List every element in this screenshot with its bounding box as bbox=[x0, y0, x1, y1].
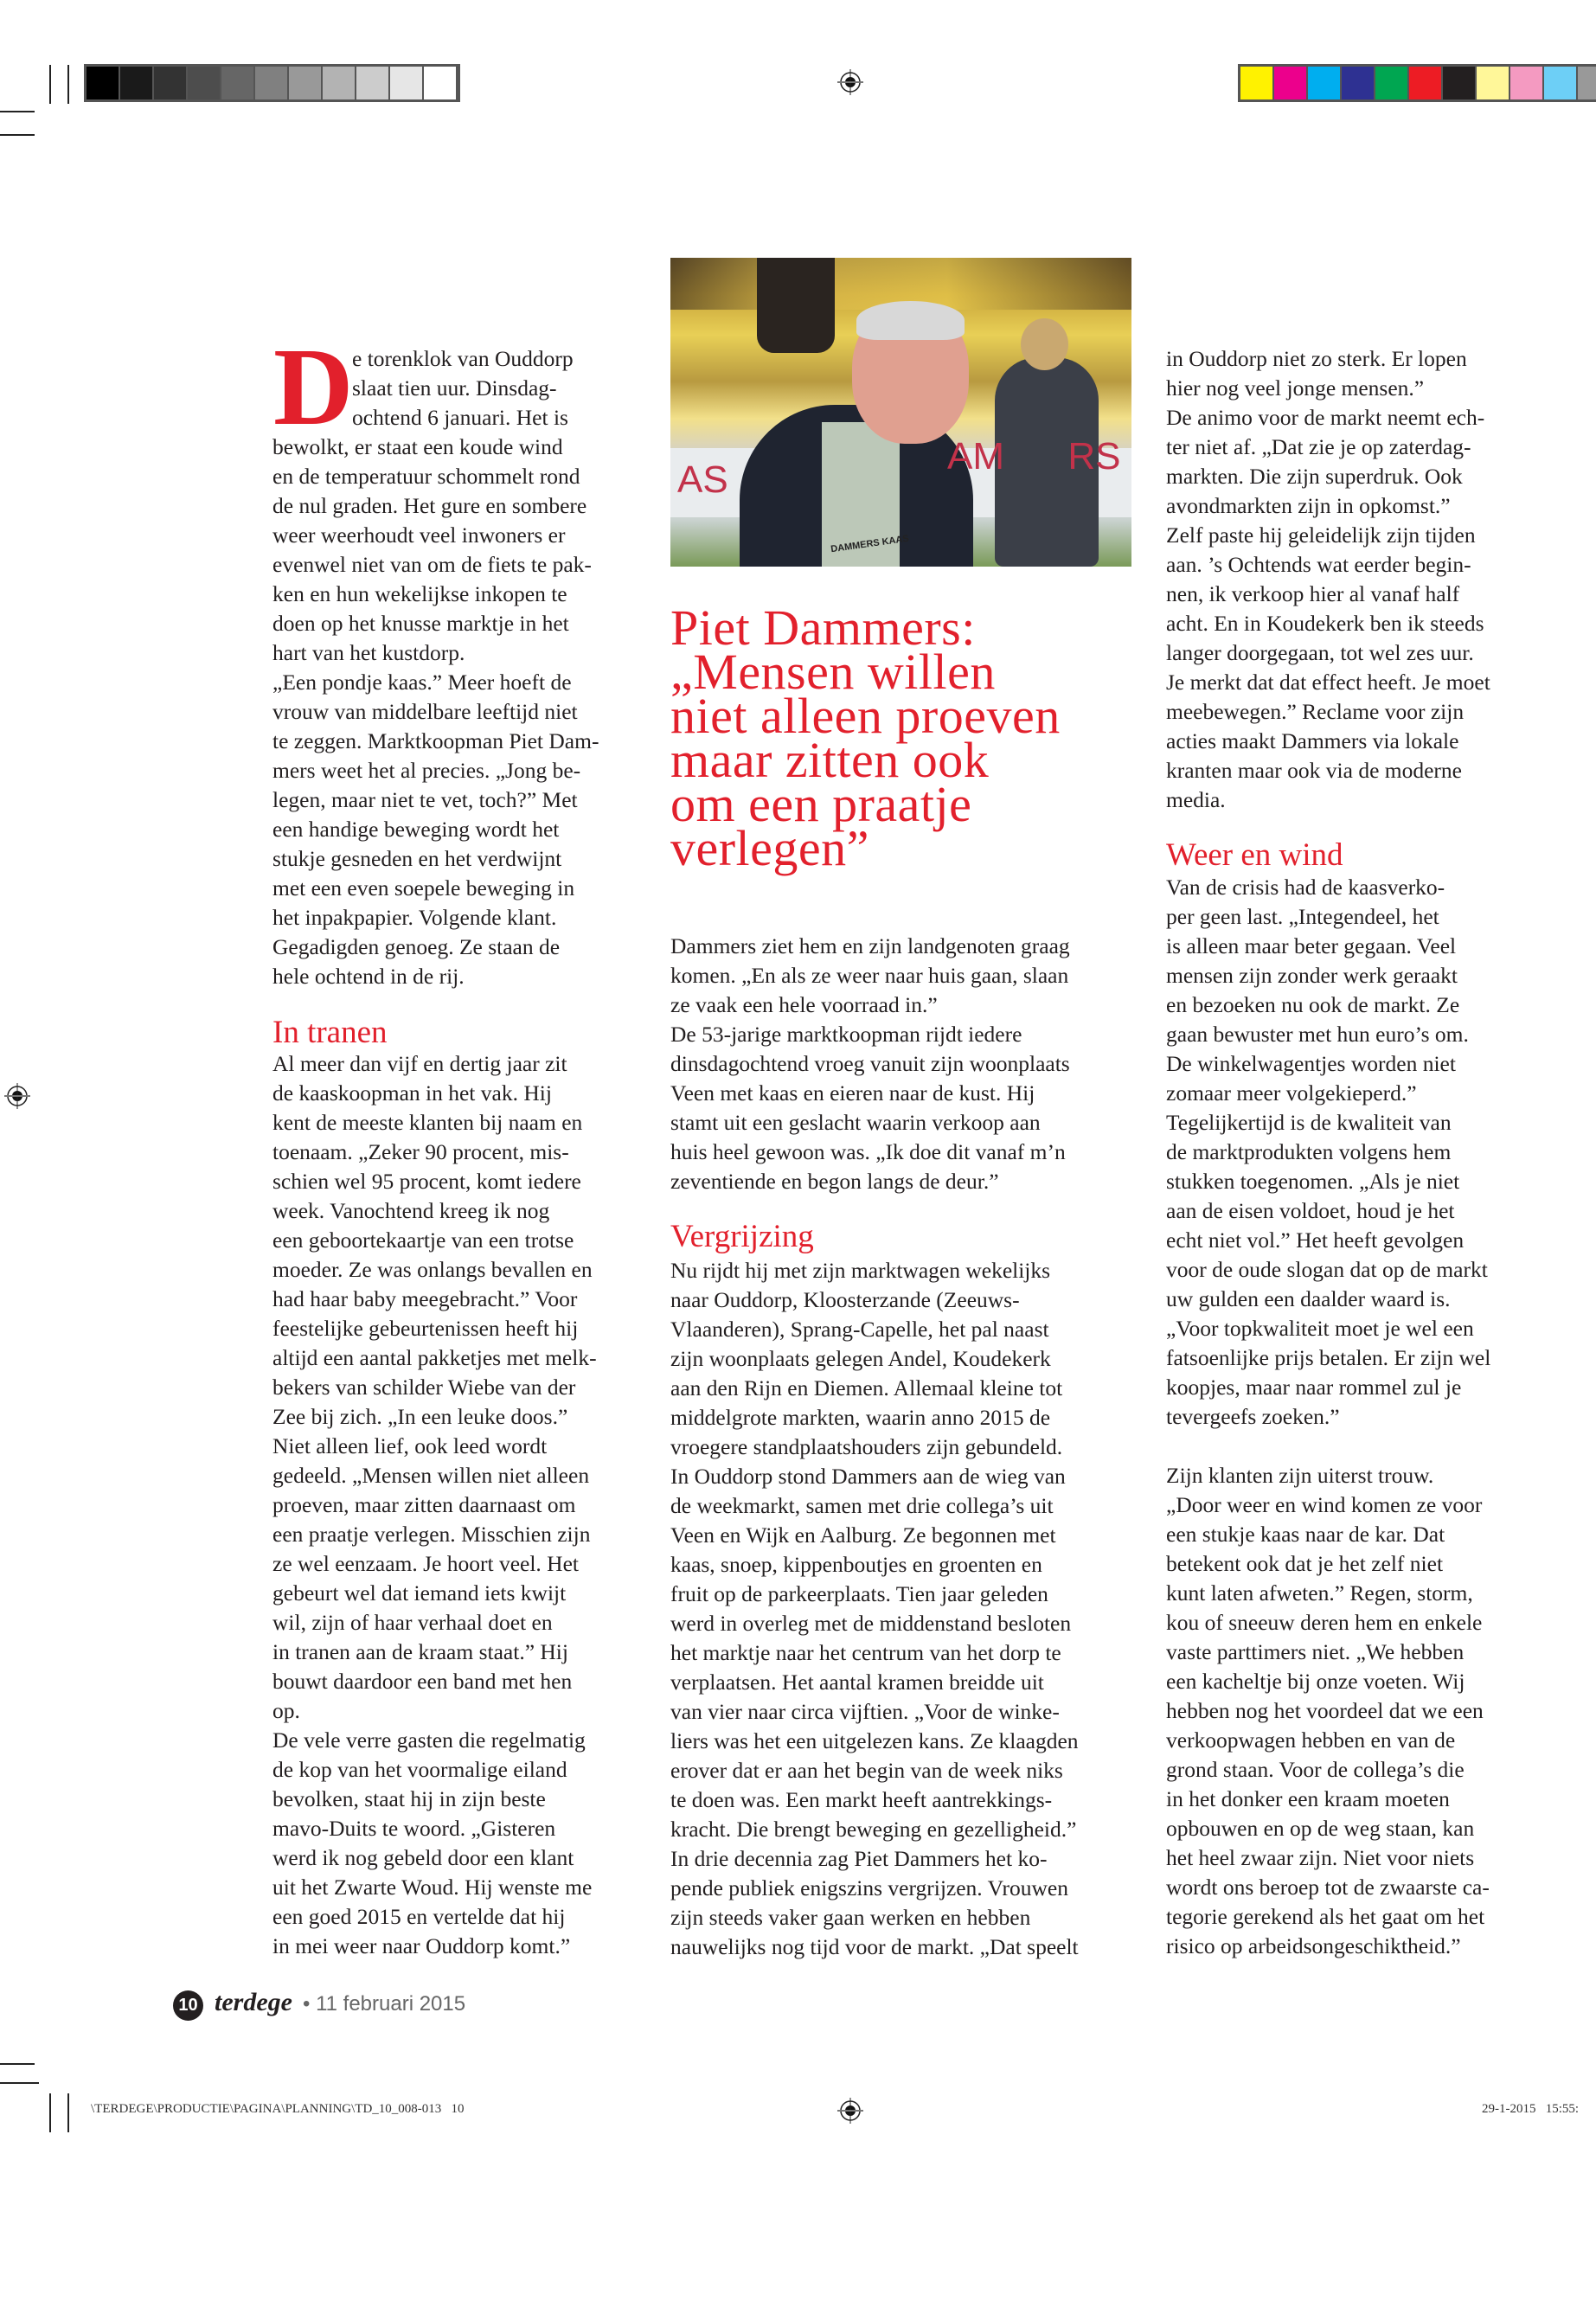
text-line: gebeurt wel dat iemand iets kwijt bbox=[272, 1580, 567, 1606]
text-line: wil, zijn of haar verhaal doet en bbox=[272, 1610, 553, 1635]
cmyk-color-bar bbox=[1238, 64, 1596, 102]
color-swatch bbox=[1578, 67, 1596, 99]
color-swatch bbox=[1342, 67, 1375, 99]
text-line: het marktje naar het centrum van het dorp te bbox=[670, 1640, 1061, 1665]
text-line: de weekmarkt, samen met drie collega’s uit bbox=[670, 1493, 1054, 1518]
text-line: erover dat er aan het begin van de week niks bbox=[670, 1758, 1063, 1783]
text-line: stamt uit een geslacht waarin verkoop aan bbox=[670, 1110, 1041, 1135]
text-line: fruit op de parkeerplaats. Tien jaar geleden bbox=[670, 1581, 1048, 1606]
text-line: langer doorgegaan, tot wel zes uur. bbox=[1166, 640, 1474, 665]
body-text bbox=[1166, 873, 1529, 1432]
text-line: een kacheltje bij onze voeten. Wij bbox=[1166, 1669, 1465, 1694]
page-number: 10 bbox=[173, 1990, 203, 2021]
slug-file-path: \TERDEGE\PRODUCTIE\PAGINA\PLANNING\TD_10_008-013 10 bbox=[91, 2102, 465, 2116]
text-line: de kaaskoopman in het vak. Hij bbox=[272, 1080, 552, 1106]
crop-mark bbox=[0, 111, 35, 112]
text-line: zeventiende en begon langs de deur.” bbox=[670, 1169, 999, 1194]
text-line: aan den Rijn en Diemen. Allemaal kleine tot bbox=[670, 1375, 1063, 1400]
text-line: vrouw van middelbare leeftijd niet bbox=[272, 699, 578, 724]
drop-cap: D bbox=[273, 325, 354, 448]
text-line: dinsdagochtend vroeg vanuit zijn woonplaats bbox=[670, 1051, 1070, 1076]
text-line: en bezoeken nu ook de markt. Ze bbox=[1166, 992, 1460, 1017]
text-line: zijn steeds vaker gaan werken en hebben bbox=[670, 1905, 1031, 1930]
registration-mark-icon bbox=[837, 69, 863, 95]
text-line: zomaar meer volgekieperd.” bbox=[1166, 1080, 1417, 1106]
text-line: een handige beweging wordt het bbox=[272, 817, 560, 842]
photo-sign: AS bbox=[677, 458, 728, 501]
text-line: het heel zwaar zijn. Niet voor niets bbox=[1166, 1845, 1475, 1870]
color-swatch bbox=[1308, 67, 1342, 99]
text-line: om een praatje bbox=[670, 776, 972, 832]
color-swatch bbox=[289, 67, 323, 99]
color-swatch bbox=[1443, 67, 1477, 99]
subheading-vergrijzing: Vergrijzing bbox=[670, 1219, 814, 1254]
text-line: proeven, maar zitten daarnaast om bbox=[272, 1492, 576, 1517]
text-line: In drie decennia zag Piet Dammers het ko- bbox=[670, 1846, 1048, 1871]
text-line: acht. En in Koudekerk ben ik steeds bbox=[1166, 611, 1484, 636]
text-line: ze vaak een hele voorraad in.” bbox=[670, 992, 938, 1017]
text-line: werd in overleg met de middenstand besloten bbox=[670, 1611, 1072, 1636]
color-swatch bbox=[120, 67, 154, 99]
text-line: Zijn klanten zijn uiterst trouw. bbox=[1166, 1463, 1434, 1488]
text-line: stukken toegenomen. „Als je niet bbox=[1166, 1169, 1460, 1194]
text-line: doen op het knusse marktje in het bbox=[272, 611, 569, 636]
text-line: te doen was. Een markt heeft aantrekkings- bbox=[670, 1787, 1053, 1812]
text-line: per geen last. „Integendeel, het bbox=[1166, 904, 1439, 929]
crop-mark bbox=[67, 65, 69, 104]
text-line: een praatje verlegen. Misschien zijn bbox=[272, 1522, 591, 1547]
color-swatch bbox=[1477, 67, 1510, 99]
text-line: gaan bewuster met hun euro’s om. bbox=[1166, 1022, 1469, 1047]
text-line: bekers van schilder Wiebe van der bbox=[272, 1375, 576, 1400]
text-line: koopjes, maar naar rommel zul je bbox=[1166, 1375, 1462, 1400]
color-swatch bbox=[154, 67, 188, 99]
text-line: een geboortekaartje van een trotse bbox=[272, 1227, 574, 1253]
text-line: fatsoenlijke prijs betalen. Er zijn wel bbox=[1166, 1345, 1491, 1370]
text-line: een stukje kaas naar de kar. Dat bbox=[1166, 1522, 1445, 1547]
apron-label: DAMMERS KAAS bbox=[830, 533, 910, 555]
text-line: verkoopwagen hebben en van de bbox=[1166, 1727, 1456, 1753]
text-line: bevolken, staat hij in zijn beste bbox=[272, 1786, 546, 1811]
text-line: weer weerhoudt veel inwoners er bbox=[272, 522, 566, 548]
text-line: altijd een aantal pakketjes met melk- bbox=[272, 1345, 597, 1370]
text-line: Vlaanderen), Sprang-Capelle, het pal naast bbox=[670, 1317, 1049, 1342]
text-line: werd ik nog gebeld door een klant bbox=[272, 1845, 574, 1870]
crop-mark bbox=[0, 2082, 39, 2084]
text-line: mensen zijn zonder werk geraakt bbox=[1166, 963, 1458, 988]
intro-paragraph bbox=[272, 344, 636, 991]
text-line: een goed 2015 en vertelde dat hij bbox=[272, 1904, 566, 1929]
text-line: „Voor topkwaliteit moet je wel een bbox=[1166, 1316, 1474, 1341]
text-line: Al meer dan vijf en dertig jaar zit bbox=[272, 1051, 567, 1076]
text-line: pende publiek enigszins vergrijzen. Vrouwen bbox=[670, 1875, 1068, 1900]
text-line: voor de oude slogan dat op de markt bbox=[1166, 1257, 1488, 1282]
text-line: betekent ook dat je het zelf niet bbox=[1166, 1551, 1444, 1576]
text-line: stukje gesneden en het verdwijnt bbox=[272, 846, 562, 871]
color-swatch bbox=[424, 67, 458, 99]
text-line: kou of sneeuw deren hem en enkele bbox=[1166, 1610, 1483, 1635]
text-line: ter niet af. „Dat zie je op zaterdag- bbox=[1166, 434, 1471, 459]
text-line: is alleen maar beter gegaan. Veel bbox=[1166, 933, 1457, 958]
text-line: gedeeld. „Mensen willen niet alleen bbox=[272, 1463, 590, 1488]
color-swatch bbox=[1240, 67, 1274, 99]
text-line: legen, maar niet te vet, toch?” Met bbox=[272, 787, 578, 812]
text-line: e torenklok van Ouddorp bbox=[352, 346, 574, 371]
text-line: hebben nog het voordeel dat we een bbox=[1166, 1698, 1484, 1723]
text-line: kent de meeste klanten bij naam en bbox=[272, 1110, 583, 1135]
crop-mark bbox=[0, 2063, 35, 2065]
text-line: te zeggen. Marktkoopman Piet Dam- bbox=[272, 728, 599, 753]
text-line: evenwel niet van om de fiets te pak- bbox=[272, 552, 592, 577]
color-swatch bbox=[1544, 67, 1578, 99]
crop-mark bbox=[67, 2093, 69, 2132]
text-line: bouwt daardoor een band met hen bbox=[272, 1669, 573, 1694]
text-line: echt niet vol.” Het heeft gevolgen bbox=[1166, 1227, 1465, 1253]
text-line: liers was het een uitgelezen kans. Ze klaagden bbox=[670, 1728, 1079, 1753]
crop-mark bbox=[0, 134, 35, 136]
text-line: hele ochtend in de rij. bbox=[272, 964, 465, 989]
text-line: acties maakt Dammers via lokale bbox=[1166, 728, 1459, 753]
text-line: Nu rijdt hij met zijn marktwagen wekelijks bbox=[670, 1258, 1051, 1283]
body-text bbox=[272, 1049, 636, 1961]
text-line: aan. ’s Ochtends wat eerder begin- bbox=[1166, 552, 1471, 577]
text-line: „Een pondje kaas.” Meer hoeft de bbox=[272, 670, 572, 695]
crop-mark bbox=[49, 65, 51, 104]
text-line: verlegen” bbox=[670, 820, 869, 876]
text-line: De vele verre gasten die regelmatig bbox=[272, 1727, 586, 1753]
text-line: wordt ons beroep tot de zwaarste ca- bbox=[1166, 1875, 1490, 1900]
color-swatch bbox=[87, 67, 120, 99]
color-swatch bbox=[1375, 67, 1409, 99]
color-swatch bbox=[390, 67, 424, 99]
text-line: De winkelwagentjes worden niet bbox=[1166, 1051, 1456, 1076]
text-line: ken en hun wekelijkse inkopen te bbox=[272, 581, 567, 606]
text-line: niet alleen proeven bbox=[670, 688, 1061, 744]
text-line: media. bbox=[1166, 787, 1226, 812]
photo-sign: AM RS bbox=[947, 435, 1121, 478]
text-line: ze wel eenzaam. Je hoort veel. Het bbox=[272, 1551, 579, 1576]
text-line: komen. „En als ze weer naar huis gaan, slaan bbox=[670, 963, 1069, 988]
color-swatch bbox=[1510, 67, 1544, 99]
text-line: maar zitten ook bbox=[670, 732, 990, 788]
text-line: Van de crisis had de kaasverko- bbox=[1166, 875, 1445, 900]
crop-mark bbox=[49, 2093, 51, 2132]
slug-datetime: 29-1-2015 15:55: bbox=[1482, 2102, 1580, 2116]
text-line: nauwelijks nog tijd voor de markt. „Dat speelt bbox=[670, 1934, 1079, 1959]
text-line: uw gulden een daalder waard is. bbox=[1166, 1286, 1451, 1311]
text-line: opbouwen en op de weg staan, kan bbox=[1166, 1816, 1475, 1841]
registration-mark-icon bbox=[837, 2098, 863, 2124]
subheading-in-tranen: In tranen bbox=[272, 1015, 388, 1050]
text-line: uit het Zwarte Woud. Hij wenste me bbox=[272, 1875, 593, 1900]
text-line: feestelijke gebeurtenissen heeft hij bbox=[272, 1316, 579, 1341]
magazine-logo: terdege bbox=[215, 1988, 292, 2016]
text-line: en de temperatuur schommelt rond bbox=[272, 464, 580, 489]
text-line: Je merkt dat dat effect heeft. Je moet bbox=[1166, 670, 1490, 695]
color-swatch bbox=[188, 67, 221, 99]
color-swatch bbox=[221, 67, 255, 99]
text-line: Veen en Wijk en Aalburg. Ze begonnen met bbox=[670, 1522, 1056, 1548]
text-line: Gegadigden genoeg. Ze staan de bbox=[272, 934, 561, 959]
color-swatch bbox=[1409, 67, 1443, 99]
text-line: Veen met kaas en eieren naar de kust. Hij bbox=[670, 1080, 1035, 1106]
text-line: in tranen aan de kraam staat.” Hij bbox=[272, 1639, 568, 1664]
color-swatch bbox=[356, 67, 390, 99]
text-line: op. bbox=[272, 1698, 300, 1723]
text-line: week. Vanochtend kreeg ik nog bbox=[272, 1198, 550, 1223]
text-line: met een even soepele beweging in bbox=[272, 875, 575, 901]
body-text bbox=[1166, 344, 1529, 815]
text-line: in het donker een kraam moeten bbox=[1166, 1786, 1450, 1811]
text-line: hier nog veel jonge mensen.” bbox=[1166, 375, 1425, 401]
text-line: kranten maar ook via de moderne bbox=[1166, 758, 1462, 783]
text-line: middelgrote markten, waarin anno 2015 de bbox=[670, 1405, 1051, 1430]
text-line: kaas, snoep, kippenboutjes en groenten en bbox=[670, 1552, 1042, 1577]
body-text bbox=[670, 1256, 1133, 1962]
text-line: het inpakpapier. Volgende klant. bbox=[272, 905, 557, 930]
text-line: Tegelijkertijd is de kwaliteit van bbox=[1166, 1110, 1452, 1135]
subheading-weer-en-wind: Weer en wind bbox=[1166, 837, 1343, 873]
text-line: huis heel gewoon was. „Ik doe dit vanaf m’n bbox=[670, 1139, 1066, 1164]
text-line: ochtend 6 januari. Het is bbox=[352, 405, 568, 430]
text-line: de nul graden. Het gure en sombere bbox=[272, 493, 587, 518]
text-line: moeder. Ze was onlangs bevallen en bbox=[272, 1257, 593, 1282]
registration-mark-icon bbox=[4, 1083, 30, 1109]
color-swatch bbox=[323, 67, 356, 99]
text-line: zijn woonplaats gelegen Andel, Koudekerk bbox=[670, 1346, 1051, 1371]
text-line: De 53-jarige marktkoopman rijdt iedere bbox=[670, 1022, 1022, 1047]
text-line: Piet Dammers: bbox=[670, 599, 976, 656]
text-line: grond staan. Voor de collega’s die bbox=[1166, 1757, 1465, 1782]
text-line: van vier naar circa vijftien. „Voor de winke- bbox=[670, 1699, 1060, 1724]
text-line: aan de eisen voldoet, houd je het bbox=[1166, 1198, 1455, 1223]
text-line: schien wel 95 procent, komt iedere bbox=[272, 1169, 581, 1194]
text-line: bewolkt, er staat een koude wind bbox=[272, 434, 563, 459]
text-line: had haar baby meegebracht.” Voor bbox=[272, 1286, 578, 1311]
text-line: de marktprodukten volgens hem bbox=[1166, 1139, 1452, 1164]
text-line: mers weet het al precies. „Jong be- bbox=[272, 758, 581, 783]
text-line: Zelf paste hij geleidelijk zijn tijden bbox=[1166, 522, 1476, 548]
text-line: vroegere standplaatshouders zijn gebundeld. bbox=[670, 1434, 1063, 1459]
color-swatch bbox=[255, 67, 289, 99]
text-line: nen, ik verkoop hier al vanaf half bbox=[1166, 581, 1460, 606]
body-text bbox=[1166, 1461, 1529, 1961]
text-line: Dammers ziet hem en zijn landgenoten graag bbox=[670, 933, 1070, 958]
text-line: hart van het kustdorp. bbox=[272, 640, 465, 665]
article-headline bbox=[670, 599, 1061, 876]
text-line: mavo-Duits te woord. „Gisteren bbox=[272, 1816, 556, 1841]
text-line: In Ouddorp stond Dammers aan de wieg van bbox=[670, 1464, 1066, 1489]
issue-date: • 11 februari 2015 bbox=[303, 1992, 466, 2016]
text-line: toenaam. „Zeker 90 procent, mis- bbox=[272, 1139, 569, 1164]
text-line: Zee bij zich. „In een leuke doos.” bbox=[272, 1404, 568, 1429]
text-line: De animo voor de markt neemt ech- bbox=[1166, 405, 1485, 430]
text-line: meebewegen.” Reclame voor zijn bbox=[1166, 699, 1465, 724]
text-line: Niet alleen lief, ook leed wordt bbox=[272, 1433, 548, 1458]
text-line: vaste parttimers niet. „We hebben bbox=[1166, 1639, 1465, 1664]
text-line: kunt laten afweten.” Regen, storm, bbox=[1166, 1580, 1473, 1606]
text-line: slaat tien uur. Dinsdag- bbox=[352, 375, 557, 401]
text-line: tevergeefs zoeken.” bbox=[1166, 1404, 1340, 1429]
text-line: naar Ouddorp, Kloosterzande (Zeeuws- bbox=[670, 1287, 1020, 1312]
text-line: de kop van het voormalige eiland bbox=[272, 1757, 567, 1782]
text-line: „Door weer en wind komen ze voor bbox=[1166, 1492, 1483, 1517]
text-line: in Ouddorp niet zo sterk. Er lopen bbox=[1166, 346, 1467, 371]
text-line: tegorie gerekend als het gaat om het bbox=[1166, 1904, 1485, 1929]
text-line: kracht. Die brengt beweging en gezelligheid.” bbox=[670, 1817, 1077, 1842]
text-line: avondmarkten zijn in opkomst.” bbox=[1166, 493, 1451, 518]
text-line: risico op arbeidsongeschiktheid.” bbox=[1166, 1933, 1461, 1958]
color-swatch bbox=[1274, 67, 1308, 99]
text-line: verplaatsen. Het aantal kramen breidde uit bbox=[670, 1670, 1044, 1695]
text-line: „Mensen willen bbox=[670, 644, 996, 700]
text-line: markten. Die zijn superdruk. Ook bbox=[1166, 464, 1463, 489]
text-line: in mei weer naar Ouddorp komt.” bbox=[272, 1933, 571, 1958]
body-text bbox=[670, 932, 1133, 1196]
grayscale-color-bar bbox=[84, 64, 460, 102]
article-photo bbox=[670, 258, 1131, 567]
